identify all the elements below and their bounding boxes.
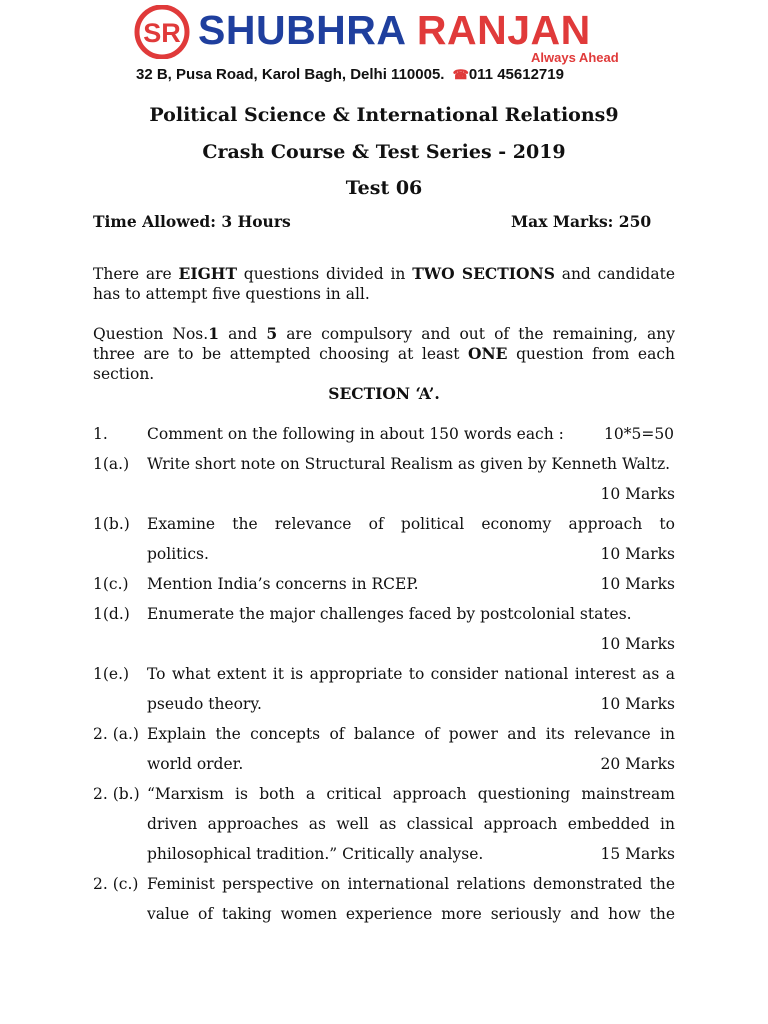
question-text-cont: philosophical tradition.” Critically analyse. (147, 845, 484, 863)
instruction-1: There are EIGHT questions divided in TWO SECTIONS and candidate has to attempt five questions in all. (93, 264, 675, 303)
brand-name (198, 4, 591, 56)
max-marks: Max Marks: 250 (511, 212, 652, 231)
question-marks: 20 Marks (600, 755, 675, 773)
question-text-cont: driven approaches as well as classical approach embedded in (147, 815, 675, 833)
question-text: To what extent it is appropriate to consider national interest as a (147, 665, 675, 683)
question-text: Examine the relevance of political economy approach to (147, 515, 675, 533)
question-number: 1(b.) (93, 515, 130, 533)
question-number: 1(a.) (93, 455, 130, 473)
question-number: 2. (c.) (93, 875, 139, 893)
sr-logo-icon (133, 5, 191, 59)
question-text-cont: pseudo theory. (147, 695, 262, 713)
question-text: Write short note on Structural Realism as given by Kenneth Waltz. (147, 455, 671, 473)
phone-icon: ☎ (452, 67, 469, 82)
brand-first: SHUBHRA (198, 7, 405, 53)
address-text: 32 B, Pusa Road, Karol Bagh, Delhi 110005. (136, 66, 445, 83)
question-marks: 10*5=50 (604, 425, 675, 443)
time-allowed: Time Allowed: 3 Hours (93, 212, 291, 231)
question-text-cont: politics. (147, 545, 209, 563)
question-marks: 10 Marks (600, 545, 675, 563)
question-number: 2. (a.) (93, 725, 139, 743)
question-marks: 15 Marks (600, 845, 675, 863)
test-title: Test 06 (345, 177, 423, 199)
question-text: Mention India’s concerns in RCEP. (147, 575, 419, 593)
question-number: 2. (b.) (93, 785, 140, 803)
course-title: Crash Course & Test Series - 2019 (202, 141, 566, 163)
brand-second: RANJAN (416, 7, 591, 53)
paper-title: Political Science & International Relations9 (149, 104, 619, 126)
question-text-cont: value of taking women experience more seriously and how the (147, 905, 675, 923)
letterhead (0, 0, 768, 92)
svg-text:SR: SR (143, 18, 181, 48)
question-number: 1(e.) (93, 665, 130, 683)
question-marks: 10 Marks (600, 575, 675, 593)
question-text: Comment on the following in about 150 words each : (147, 425, 564, 443)
tagline: Always Ahead (531, 50, 619, 65)
question-number: 1(d.) (93, 605, 130, 623)
section-heading: SECTION ‘A’. (328, 384, 440, 403)
question-text: Feminist perspective on international relations demonstrated the (147, 875, 675, 893)
address (136, 66, 564, 83)
question-marks: 10 Marks (600, 485, 675, 503)
question-text: “Marxism is both a critical approach questioning mainstream (147, 785, 675, 803)
question-number: 1(c.) (93, 575, 129, 593)
instruction-2: Question Nos.1 and 5 are compulsory and out of the remaining, any three are to be attempted choosing at least ONE question from each section. (93, 324, 676, 383)
question-text-cont: world order. (147, 755, 244, 773)
question-marks: 10 Marks (600, 695, 675, 713)
question-text: Enumerate the major challenges faced by postcolonial states. (147, 605, 632, 623)
phone-number: 011 45612719 (468, 66, 564, 83)
question-marks: 10 Marks (600, 635, 675, 653)
question-text: Explain the concepts of balance of power and its relevance in (147, 725, 675, 743)
question-number: 1. (93, 425, 108, 443)
